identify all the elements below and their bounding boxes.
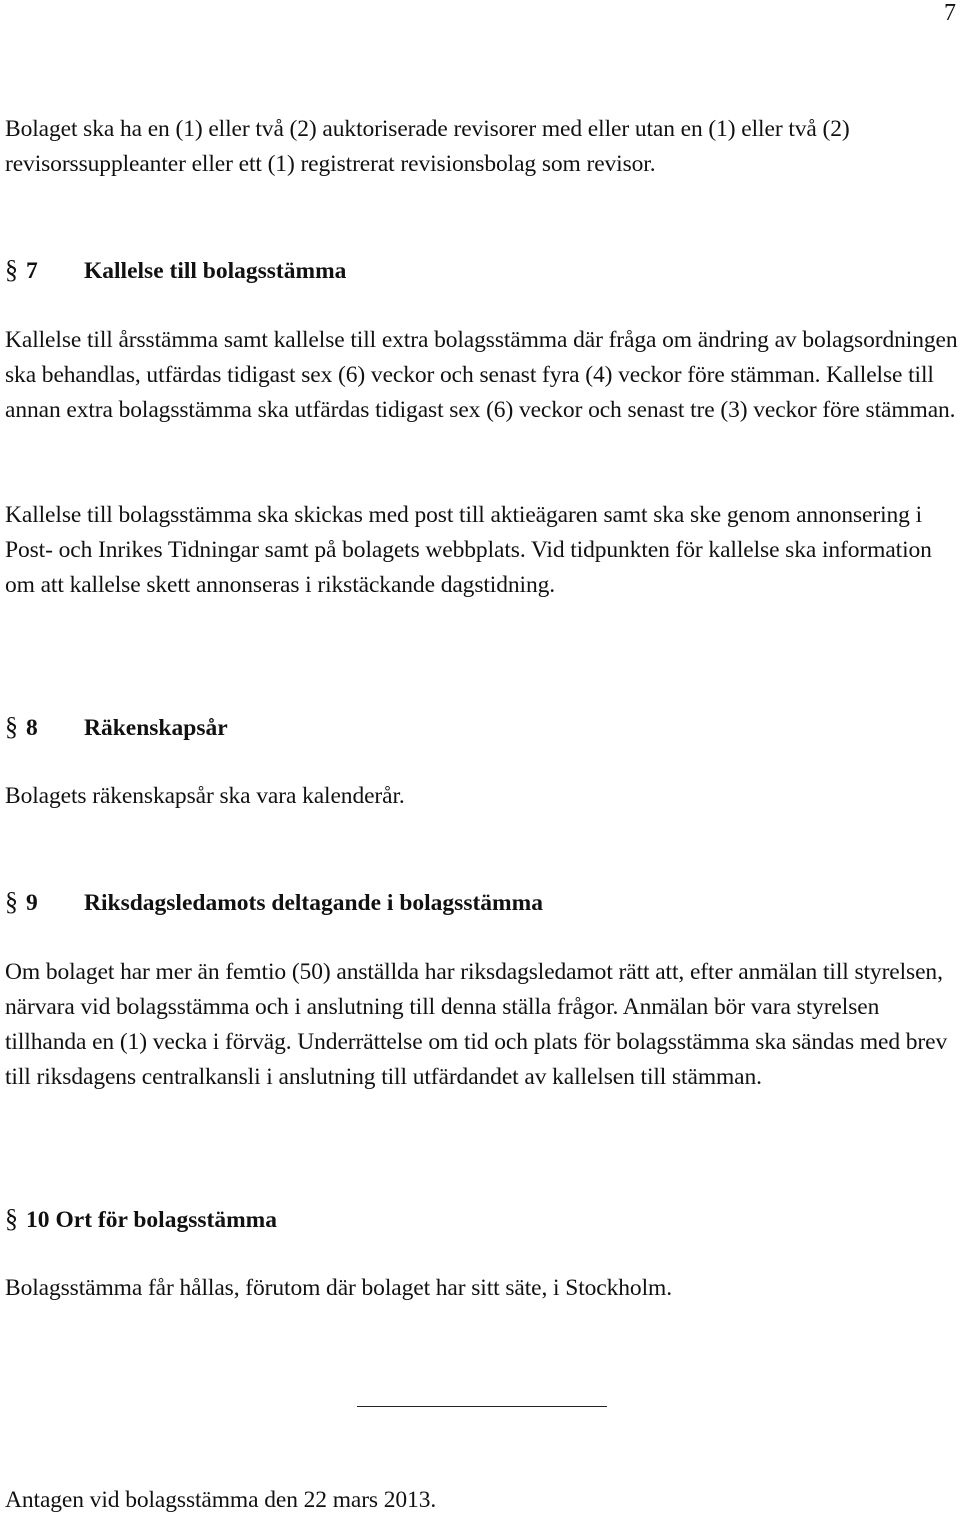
section-7-heading [5, 252, 346, 289]
section-symbol: § [5, 887, 18, 916]
section-7-paragraph-1: Kallelse till årsstämma samt kallelse till extra bolagsstämma där fråga om ändring av bolagsordningen ska behandlas, utfärdas tidigast sex (6) veckor och senast fyra (4) veckor före stämman. Kallelse till annan extra bolagsstämma ska utfärdas tidigast sex (6) veckor och senast tre (3) veckor före stämman. [5, 327, 958, 423]
section-title: Kallelse till bolagsstämma [84, 258, 347, 284]
section-8-heading [5, 709, 228, 746]
intro-paragraph: Bolaget ska ha en (1) eller två (2) auktoriserade revisorer med eller utan en (1) eller två (2) revisorssuppleanter eller ett (1) registrerat revisionsbolag som revisor. [5, 116, 850, 177]
section-symbol: § [5, 712, 18, 741]
section-symbol: § [5, 255, 18, 284]
section-title: Ort för bolagsstämma [55, 1207, 277, 1233]
section-title: Räkenskapsår [84, 715, 228, 741]
section-8-paragraph-1: Bolagets räkenskapsår ska vara kalenderår. [5, 783, 405, 809]
section-10-heading [5, 1201, 277, 1238]
section-10-paragraph-1: Bolagsstämma får hållas, förutom där bolaget har sitt säte, i Stockholm. [5, 1275, 672, 1301]
section-number: 7 [26, 258, 38, 284]
section-7-paragraph-2: Kallelse till bolagsstämma ska skickas med post till aktieägaren samt ska ske genom annonsering i Post- och Inrikes Tidningar samt på bolagets webbplats. Vid tidpunkten för kallelse ska information om att kallelse skett annonseras i rikstäckande dagstidning. [5, 502, 932, 598]
section-number: 9 [26, 890, 38, 916]
closing-line: Antagen vid bolagsstämma den 22 mars 2013. [5, 1487, 437, 1513]
section-number: 10 [26, 1207, 50, 1233]
section-9-heading [5, 884, 543, 921]
section-number: 8 [26, 715, 38, 741]
section-title: Riksdagsledamots deltagande i bolagsstämma [84, 890, 543, 916]
section-symbol: § [5, 1204, 18, 1233]
section-9-paragraph-1: Om bolaget har mer än femtio (50) anställda har riksdagsledamot rätt att, efter anmälan till styrelsen, närvara vid bolagsstämma och i anslutning till denna ställa frågor. Anmälan bör vara styrelsen tillhanda en (1) vecka i förväg. Underrättelse om tid och plats för bolagsstämma ska sändas med brev till riksdagens centralkansli i anslutning till utfärdandet av kallelsen till stämman. [5, 959, 948, 1090]
signature-divider [357, 1406, 607, 1407]
page-number: 7 [944, 0, 956, 26]
